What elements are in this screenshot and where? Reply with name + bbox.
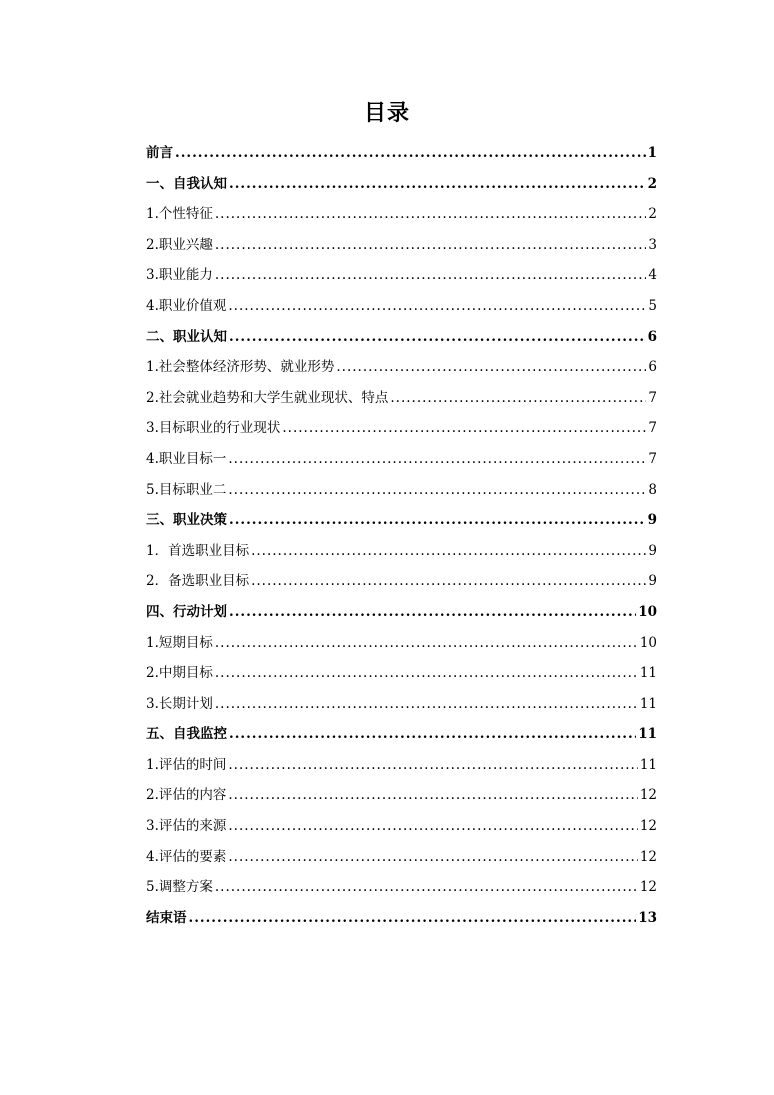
toc-page-number: 9 bbox=[647, 512, 657, 529]
toc-page-number: 12 bbox=[639, 879, 657, 896]
toc-dot-leader bbox=[175, 138, 646, 169]
toc-section-entry[interactable] bbox=[146, 260, 657, 291]
toc-section-entry[interactable] bbox=[146, 383, 657, 414]
toc-dot-leader bbox=[189, 903, 637, 934]
toc-dot-leader bbox=[228, 444, 646, 475]
toc-page-number: 10 bbox=[638, 603, 657, 620]
toc-dot-leader bbox=[229, 597, 636, 628]
toc-chapter-entry[interactable] bbox=[146, 597, 657, 628]
toc-page-number: 3 bbox=[648, 236, 657, 253]
toc-entry-label: 5.目标职业二 bbox=[146, 481, 227, 498]
toc-section-entry[interactable] bbox=[146, 413, 657, 444]
toc-entry-label: 1.社会整体经济形势、就业形势 bbox=[146, 359, 335, 376]
toc-chapter-entry[interactable] bbox=[146, 138, 657, 169]
toc-dot-leader bbox=[228, 811, 637, 842]
toc-section-entry[interactable] bbox=[146, 872, 657, 903]
toc-section-entry[interactable] bbox=[146, 566, 657, 597]
toc-page-number: 12 bbox=[639, 848, 657, 865]
toc-page-number: 6 bbox=[648, 359, 657, 376]
toc-entry-label: 5.调整方案 bbox=[146, 879, 213, 896]
toc-page-number: 9 bbox=[648, 542, 657, 559]
toc-entry-label: 4.职业价值观 bbox=[146, 297, 227, 314]
toc-dot-leader bbox=[390, 383, 646, 414]
toc-page-number: 5 bbox=[648, 297, 657, 314]
toc-page-number: 11 bbox=[638, 726, 657, 743]
toc-section-entry[interactable] bbox=[146, 230, 657, 261]
toc-entry-label: 2.社会就业趋势和大学生就业现状、特点 bbox=[146, 389, 389, 406]
toc-section-entry[interactable] bbox=[146, 750, 657, 781]
toc-dot-leader bbox=[228, 475, 646, 506]
toc-entry-label: 2.中期目标 bbox=[146, 665, 213, 682]
toc-entry-label: 五、自我监控 bbox=[146, 726, 227, 743]
toc-dot-leader bbox=[215, 872, 638, 903]
toc-entry-label: 1．首选职业目标 bbox=[146, 542, 250, 559]
toc-dot-leader bbox=[282, 413, 646, 444]
toc-entry-label: 2.评估的内容 bbox=[146, 787, 227, 804]
toc-page-number: 4 bbox=[648, 267, 657, 284]
toc-dot-leader bbox=[251, 566, 646, 597]
toc-entry-label: 2.职业兴趣 bbox=[146, 236, 213, 253]
toc-page-number: 9 bbox=[648, 573, 657, 590]
toc-page-number: 2 bbox=[647, 175, 657, 192]
toc-section-entry[interactable] bbox=[146, 291, 657, 322]
toc-dot-leader bbox=[228, 780, 637, 811]
toc-entry-label: 1.个性特征 bbox=[146, 206, 213, 223]
toc-page-number: 7 bbox=[648, 450, 657, 467]
toc-entry-label: 1.评估的时间 bbox=[146, 756, 227, 773]
toc-entry-label: 三、职业决策 bbox=[146, 512, 227, 529]
toc-dot-leader bbox=[228, 750, 637, 781]
toc-entry-label: 结束语 bbox=[146, 909, 187, 926]
toc-dot-leader bbox=[251, 536, 646, 567]
toc-section-entry[interactable] bbox=[146, 536, 657, 567]
toc-entry-label: 3.目标职业的行业现状 bbox=[146, 420, 281, 437]
toc-page-number: 12 bbox=[639, 787, 657, 804]
toc-section-entry[interactable] bbox=[146, 199, 657, 230]
toc-dot-leader bbox=[229, 322, 646, 353]
toc-dot-leader bbox=[229, 169, 646, 200]
toc-section-entry[interactable] bbox=[146, 628, 657, 659]
toc-page-number: 7 bbox=[648, 420, 657, 437]
toc-page-number: 11 bbox=[639, 665, 657, 682]
toc-entry-label: 3.职业能力 bbox=[146, 267, 213, 284]
toc-section-entry[interactable] bbox=[146, 352, 657, 383]
toc-page-number: 11 bbox=[639, 695, 657, 712]
toc-section-entry[interactable] bbox=[146, 475, 657, 506]
toc-page-number: 7 bbox=[648, 389, 657, 406]
toc-section-entry[interactable] bbox=[146, 780, 657, 811]
toc-dot-leader bbox=[215, 199, 647, 230]
toc-section-entry[interactable] bbox=[146, 842, 657, 873]
toc-section-entry[interactable] bbox=[146, 811, 657, 842]
toc-page-number: 6 bbox=[647, 328, 657, 345]
toc-dot-leader bbox=[215, 689, 638, 720]
toc-entry-label: 二、职业认知 bbox=[146, 328, 227, 345]
toc-chapter-entry[interactable] bbox=[146, 903, 657, 934]
toc-dot-leader bbox=[229, 505, 646, 536]
toc-dot-leader bbox=[228, 842, 637, 873]
toc-chapter-entry[interactable] bbox=[146, 505, 657, 536]
toc-page-number: 2 bbox=[648, 206, 657, 223]
toc-page-number: 8 bbox=[648, 481, 657, 498]
toc-section-entry[interactable] bbox=[146, 689, 657, 720]
toc-chapter-entry[interactable] bbox=[146, 719, 657, 750]
toc-page-number: 11 bbox=[639, 756, 657, 773]
toc-dot-leader bbox=[215, 658, 638, 689]
toc-entry-label: 2．备选职业目标 bbox=[146, 573, 250, 590]
toc-section-entry[interactable] bbox=[146, 658, 657, 689]
toc-chapter-entry[interactable] bbox=[146, 169, 657, 200]
toc-dot-leader bbox=[229, 719, 636, 750]
page-title: 目录 bbox=[363, 100, 410, 126]
table-of-contents bbox=[146, 138, 657, 933]
toc-dot-leader bbox=[215, 260, 647, 291]
toc-entry-label: 3.长期计划 bbox=[146, 695, 213, 712]
toc-entry-label: 一、自我认知 bbox=[146, 175, 227, 192]
toc-entry-label: 4.评估的要素 bbox=[146, 848, 227, 865]
toc-dot-leader bbox=[228, 291, 646, 322]
toc-entry-label: 3.评估的来源 bbox=[146, 818, 227, 835]
toc-chapter-entry[interactable] bbox=[146, 322, 657, 353]
toc-page-number: 13 bbox=[638, 909, 657, 926]
toc-entry-label: 前言 bbox=[146, 145, 173, 161]
toc-page-number: 1 bbox=[647, 145, 657, 161]
toc-dot-leader bbox=[336, 352, 646, 383]
toc-page-number: 10 bbox=[639, 634, 657, 651]
toc-dot-leader bbox=[215, 230, 647, 261]
toc-dot-leader bbox=[215, 628, 638, 659]
toc-entry-label: 1.短期目标 bbox=[146, 634, 213, 651]
toc-entry-label: 四、行动计划 bbox=[146, 603, 227, 620]
toc-section-entry[interactable] bbox=[146, 444, 657, 475]
toc-page-number: 12 bbox=[639, 818, 657, 835]
toc-entry-label: 4.职业目标一 bbox=[146, 450, 227, 467]
